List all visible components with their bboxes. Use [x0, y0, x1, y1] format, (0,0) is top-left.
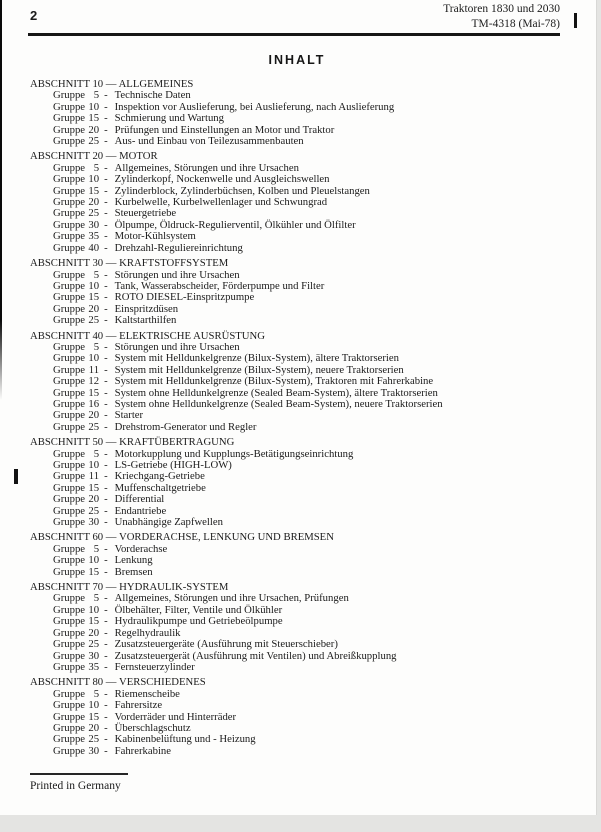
group-row	[30, 471, 577, 482]
group-title: Unabhängige Zapfwellen	[114, 516, 223, 529]
group-number: 15	[88, 481, 100, 494]
group-title: Kaltstarthilfen	[114, 314, 177, 327]
group-separator: -	[104, 386, 108, 399]
group-label: Gruppe	[53, 363, 86, 376]
group-row	[30, 422, 577, 433]
group-label: Gruppe	[53, 504, 86, 517]
group-number: 30	[88, 744, 100, 757]
group-label: Gruppe	[53, 340, 86, 353]
group-title: Vorderräder und Hinterräder	[114, 710, 237, 723]
group-label: Gruppe	[53, 112, 86, 125]
group-label: Gruppe	[53, 100, 86, 113]
group-number: 5	[93, 89, 100, 102]
group-number: 20	[88, 196, 100, 209]
group-label: Gruppe	[53, 638, 86, 651]
group-number: 5	[93, 687, 100, 700]
group-number: 15	[88, 184, 100, 197]
group-separator: -	[104, 592, 108, 605]
group-title: Zylinderkopf, Nockenwelle und Ausgleichswellen	[114, 173, 330, 186]
group-row	[30, 555, 577, 566]
group-row	[30, 483, 577, 494]
group-separator: -	[104, 173, 108, 186]
group-number: 20	[88, 493, 100, 506]
group-label: Gruppe	[53, 420, 86, 433]
group-label: Gruppe	[53, 626, 86, 639]
header-manual-number: TM-4318 (Mai-78)	[471, 17, 560, 30]
group-title: Allgemeines, Störungen und ihre Ursachen, Prüfungen	[114, 592, 349, 605]
group-separator: -	[104, 603, 108, 616]
group-label: Gruppe	[53, 542, 86, 555]
group-label: Gruppe	[53, 447, 86, 460]
change-bar-icon	[14, 469, 18, 484]
group-label: Gruppe	[53, 721, 86, 734]
group-separator: -	[104, 493, 108, 506]
group-title: Zylinderblock, Zylinderbüchsen, Kolben und Pleuelstangen	[114, 184, 370, 197]
group-title: Motorkupplung und Kupplungs-Betätigungseinrichtung	[114, 447, 354, 460]
group-row	[30, 399, 577, 410]
section-heading: ABSCHNITT 20 — MOTOR	[30, 150, 158, 163]
group-separator: -	[104, 626, 108, 639]
group-separator: -	[104, 184, 108, 197]
group-separator: -	[104, 459, 108, 471]
group-number: 25	[88, 638, 100, 651]
group-number: 15	[88, 710, 100, 723]
group-title: Ölbehälter, Filter, Ventile und Ölkühler	[114, 603, 283, 616]
group-label: Gruppe	[53, 649, 86, 662]
group-title: Hydraulikpumpe und Getriebeölpumpe	[114, 615, 283, 628]
group-number: 16	[88, 397, 100, 410]
group-label: Gruppe	[53, 493, 86, 506]
group-row	[30, 616, 577, 627]
group-row	[30, 639, 577, 650]
section-heading: ABSCHNITT 10 — ALLGEMEINES	[30, 78, 194, 90]
group-separator: -	[104, 470, 108, 483]
group-separator: -	[104, 744, 108, 757]
group-title: Kabinenbelüftung und - Heizung	[114, 733, 256, 746]
group-number: 5	[93, 447, 100, 460]
group-separator: -	[104, 504, 108, 517]
group-title: Steuergetriebe	[114, 207, 177, 220]
group-title: Fahrersitze	[114, 699, 163, 712]
group-label: Gruppe	[53, 554, 86, 567]
group-row	[30, 734, 577, 745]
group-row	[30, 220, 577, 231]
group-title: Störungen und ihre Ursachen	[114, 340, 240, 353]
group-separator: -	[104, 409, 108, 422]
group-number: 10	[88, 100, 100, 113]
group-number: 25	[88, 504, 100, 517]
page-number: 2	[30, 8, 38, 23]
group-row	[30, 544, 577, 555]
group-title: Motor-Kühlsystem	[114, 230, 196, 243]
group-label: Gruppe	[53, 268, 86, 281]
group-number: 10	[88, 173, 100, 186]
group-number: 35	[88, 230, 100, 243]
group-title: Zusatzsteuergerät (Ausführung mit Ventilen) und Abreißkupplung	[114, 649, 397, 662]
group-title: Muffenschaltgetriebe	[114, 481, 206, 494]
group-separator: -	[104, 516, 108, 529]
group-label: Gruppe	[53, 241, 86, 254]
group-title: Kurbelwelle, Kurbelwellenlager und Schwungrad	[114, 196, 328, 209]
group-label: Gruppe	[53, 302, 86, 315]
group-separator: -	[104, 660, 108, 673]
group-number: 15	[88, 112, 100, 125]
group-separator: -	[104, 565, 108, 578]
page-title: INHALT	[268, 53, 326, 67]
group-label: Gruppe	[53, 459, 86, 471]
group-title: Schmierung und Wartung	[114, 112, 224, 125]
group-number: 15	[88, 386, 100, 399]
group-title: Differential	[114, 493, 165, 506]
group-title: Ölpumpe, Öldruck-Regulierventil, Ölkühler und Ölfilter	[114, 218, 356, 231]
header-rule	[28, 33, 560, 36]
group-number: 5	[93, 592, 100, 605]
group-title: Kriechgang-Getriebe	[114, 470, 205, 483]
header-right-block	[443, 2, 560, 31]
section-heading: ABSCHNITT 70 — HYDRAULIK-SYSTEM	[30, 581, 229, 594]
group-label: Gruppe	[53, 397, 86, 410]
group-label: Gruppe	[53, 230, 86, 243]
toc-section	[30, 79, 577, 147]
group-number: 20	[88, 626, 100, 639]
group-row	[30, 494, 577, 505]
group-label: Gruppe	[53, 699, 86, 712]
group-title: Zusatzsteuergeräte (Ausführung mit Steuerschieber)	[114, 638, 338, 651]
group-title: Tank, Wasserabscheider, Förderpumpe und Filter	[114, 279, 325, 292]
group-label: Gruppe	[53, 386, 86, 399]
group-separator: -	[104, 352, 108, 365]
group-row	[30, 593, 577, 604]
toc-section	[30, 151, 577, 254]
group-label: Gruppe	[53, 375, 86, 388]
group-label: Gruppe	[53, 710, 86, 723]
toc-section	[30, 258, 577, 326]
toc-section	[30, 677, 577, 757]
group-separator: -	[104, 89, 108, 102]
group-row	[30, 449, 577, 460]
group-row	[30, 662, 577, 673]
group-row	[30, 712, 577, 723]
group-separator: -	[104, 123, 108, 136]
group-title: System mit Helldunkelgrenze (Bilux-System), ältere Traktorserien	[114, 352, 399, 365]
group-label: Gruppe	[53, 173, 86, 186]
group-title: Technische Daten	[114, 89, 191, 102]
group-row	[30, 746, 577, 757]
group-label: Gruppe	[53, 196, 86, 209]
section-heading: ABSCHNITT 40 — ELEKTRISCHE AUSRÜSTUNG	[30, 329, 265, 342]
group-separator: -	[104, 615, 108, 628]
group-label: Gruppe	[53, 687, 86, 700]
group-separator: -	[104, 687, 108, 700]
group-separator: -	[104, 279, 108, 292]
group-label: Gruppe	[53, 409, 86, 422]
group-title: Drehzahl-Reguliereinrichtung	[114, 241, 243, 254]
group-number: 40	[88, 241, 100, 254]
group-number: 10	[88, 352, 100, 365]
group-separator: -	[104, 554, 108, 567]
group-label: Gruppe	[53, 565, 86, 578]
group-row	[30, 243, 577, 254]
group-number: 30	[88, 218, 100, 231]
group-row	[30, 723, 577, 734]
section-heading: ABSCHNITT 30 — KRAFTSTOFFSYSTEM	[30, 257, 229, 270]
group-number: 30	[88, 516, 100, 529]
group-label: Gruppe	[53, 218, 86, 231]
group-title: Starter	[114, 409, 144, 422]
group-row	[30, 281, 577, 292]
group-number: 12	[88, 375, 100, 388]
group-label: Gruppe	[53, 615, 86, 628]
group-title: Prüfungen und Einstellungen an Motor und Traktor	[114, 123, 335, 136]
group-number: 25	[88, 207, 100, 220]
group-number: 15	[88, 615, 100, 628]
group-separator: -	[104, 420, 108, 433]
group-title: System ohne Helldunkelgrenze (Sealed Beam-System), neuere Traktorserien	[114, 397, 443, 410]
group-label: Gruppe	[53, 481, 86, 494]
group-row	[30, 460, 577, 471]
group-separator: -	[104, 161, 108, 174]
group-row	[30, 304, 577, 315]
group-title: Regelhydraulik	[114, 626, 181, 639]
group-label: Gruppe	[53, 516, 86, 529]
toc-section	[30, 532, 577, 578]
group-number: 10	[88, 699, 100, 712]
group-title: LS-Getriebe (HIGH-LOW)	[114, 459, 232, 471]
group-number: 25	[88, 733, 100, 746]
group-title: Riemenscheibe	[114, 687, 180, 700]
group-title: Aus- und Einbau von Teilezusammenbauten	[114, 135, 304, 148]
group-number: 15	[88, 291, 100, 304]
group-label: Gruppe	[53, 314, 86, 327]
group-separator: -	[104, 638, 108, 651]
footer-rule	[30, 773, 128, 775]
group-number: 35	[88, 660, 100, 673]
group-separator: -	[104, 710, 108, 723]
group-number: 20	[88, 721, 100, 734]
group-row	[30, 700, 577, 711]
group-row	[30, 292, 577, 303]
group-row	[30, 605, 577, 616]
group-title: Störungen und ihre Ursachen	[114, 268, 240, 281]
group-label: Gruppe	[53, 603, 86, 616]
group-number: 10	[88, 459, 100, 471]
group-label: Gruppe	[53, 660, 86, 673]
section-heading: ABSCHNITT 50 — KRAFTÜBERTRAGUNG	[30, 436, 235, 449]
group-label: Gruppe	[53, 744, 86, 757]
group-number: 25	[88, 314, 100, 327]
group-separator: -	[104, 733, 108, 746]
toc-section	[30, 331, 577, 434]
group-separator: -	[104, 340, 108, 353]
group-number: 30	[88, 649, 100, 662]
group-title: Vorderachse	[114, 542, 168, 555]
change-bar-icon	[574, 13, 577, 28]
group-label: Gruppe	[53, 592, 86, 605]
group-separator: -	[104, 196, 108, 209]
group-label: Gruppe	[53, 135, 86, 148]
section-heading: ABSCHNITT 80 — VERSCHIEDENES	[30, 676, 206, 689]
table-of-contents	[30, 79, 577, 757]
group-separator: -	[104, 241, 108, 254]
group-title: System ohne Helldunkelgrenze (Sealed Beam-System), ältere Traktorserien	[114, 386, 438, 399]
group-row	[30, 136, 577, 147]
group-separator: -	[104, 542, 108, 555]
group-row	[30, 567, 577, 578]
group-row	[30, 174, 577, 185]
group-label: Gruppe	[53, 733, 86, 746]
group-title: Allgemeines, Störungen und ihre Ursachen	[114, 161, 299, 174]
group-title: Fernsteuerzylinder	[114, 660, 195, 673]
group-label: Gruppe	[53, 352, 86, 365]
group-separator: -	[104, 699, 108, 712]
group-number: 5	[93, 268, 100, 281]
group-separator: -	[104, 375, 108, 388]
group-number: 20	[88, 123, 100, 136]
group-title: Fahrerkabine	[114, 744, 172, 757]
group-separator: -	[104, 721, 108, 734]
group-separator: -	[104, 302, 108, 315]
group-number: 11	[88, 363, 100, 376]
group-label: Gruppe	[53, 184, 86, 197]
group-row	[30, 315, 577, 326]
group-title: Inspektion vor Auslieferung, bei Auslieferung, nach Auslieferung	[114, 100, 395, 113]
group-label: Gruppe	[53, 279, 86, 292]
group-separator: -	[104, 135, 108, 148]
group-title: ROTO DIESEL-Einspritzpumpe	[114, 291, 255, 304]
group-title: Einspritzdüsen	[114, 302, 179, 315]
group-title: Drehstrom-Generator und Regler	[114, 420, 257, 433]
group-number: 11	[88, 470, 100, 483]
group-separator: -	[104, 291, 108, 304]
group-title: Lenkung	[114, 554, 153, 567]
group-number: 5	[93, 161, 100, 174]
group-row	[30, 651, 577, 662]
group-number: 5	[93, 340, 100, 353]
group-separator: -	[104, 649, 108, 662]
group-number: 10	[88, 279, 100, 292]
group-separator: -	[104, 397, 108, 410]
group-number: 15	[88, 565, 100, 578]
group-row	[30, 231, 577, 242]
header-model-line: Traktoren 1830 und 2030	[443, 3, 560, 15]
group-number: 25	[88, 420, 100, 433]
toc-section	[30, 437, 577, 528]
section-heading: ABSCHNITT 60 — VORDERACHSE, LENKUNG UND BREMSEN	[30, 531, 334, 544]
group-row	[30, 506, 577, 517]
group-label: Gruppe	[53, 161, 86, 174]
group-label: Gruppe	[53, 291, 86, 304]
group-separator: -	[104, 207, 108, 220]
group-separator: -	[104, 314, 108, 327]
group-separator: -	[104, 363, 108, 376]
group-separator: -	[104, 268, 108, 281]
group-number: 10	[88, 554, 100, 567]
toc-section	[30, 582, 577, 673]
group-separator: -	[104, 218, 108, 231]
group-number: 10	[88, 603, 100, 616]
group-number: 5	[93, 542, 100, 555]
group-label: Gruppe	[53, 123, 86, 136]
group-row	[30, 113, 577, 124]
group-title: Bremsen	[114, 565, 153, 578]
group-row	[30, 689, 577, 700]
group-label: Gruppe	[53, 89, 86, 102]
group-row	[30, 197, 577, 208]
group-separator: -	[104, 112, 108, 125]
group-number: 20	[88, 302, 100, 315]
printed-in-germany-note: Printed in Germany	[30, 780, 121, 792]
group-label: Gruppe	[53, 470, 86, 483]
group-title: System mit Helldunkelgrenze (Bilux-System), Traktoren mit Fahrerkabine	[114, 375, 434, 388]
group-title: Endantriebe	[114, 504, 167, 517]
group-separator: -	[104, 230, 108, 243]
group-title: System mit Helldunkelgrenze (Bilux-System), neuere Traktorserien	[114, 363, 404, 376]
group-separator: -	[104, 447, 108, 460]
group-row	[30, 517, 577, 528]
group-number: 20	[88, 409, 100, 422]
group-row	[30, 102, 577, 113]
group-separator: -	[104, 481, 108, 494]
group-title: Überschlagschutz	[114, 721, 191, 734]
group-number: 25	[88, 135, 100, 148]
group-separator: -	[104, 100, 108, 113]
group-row	[30, 410, 577, 421]
group-label: Gruppe	[53, 207, 86, 220]
group-row	[30, 376, 577, 387]
